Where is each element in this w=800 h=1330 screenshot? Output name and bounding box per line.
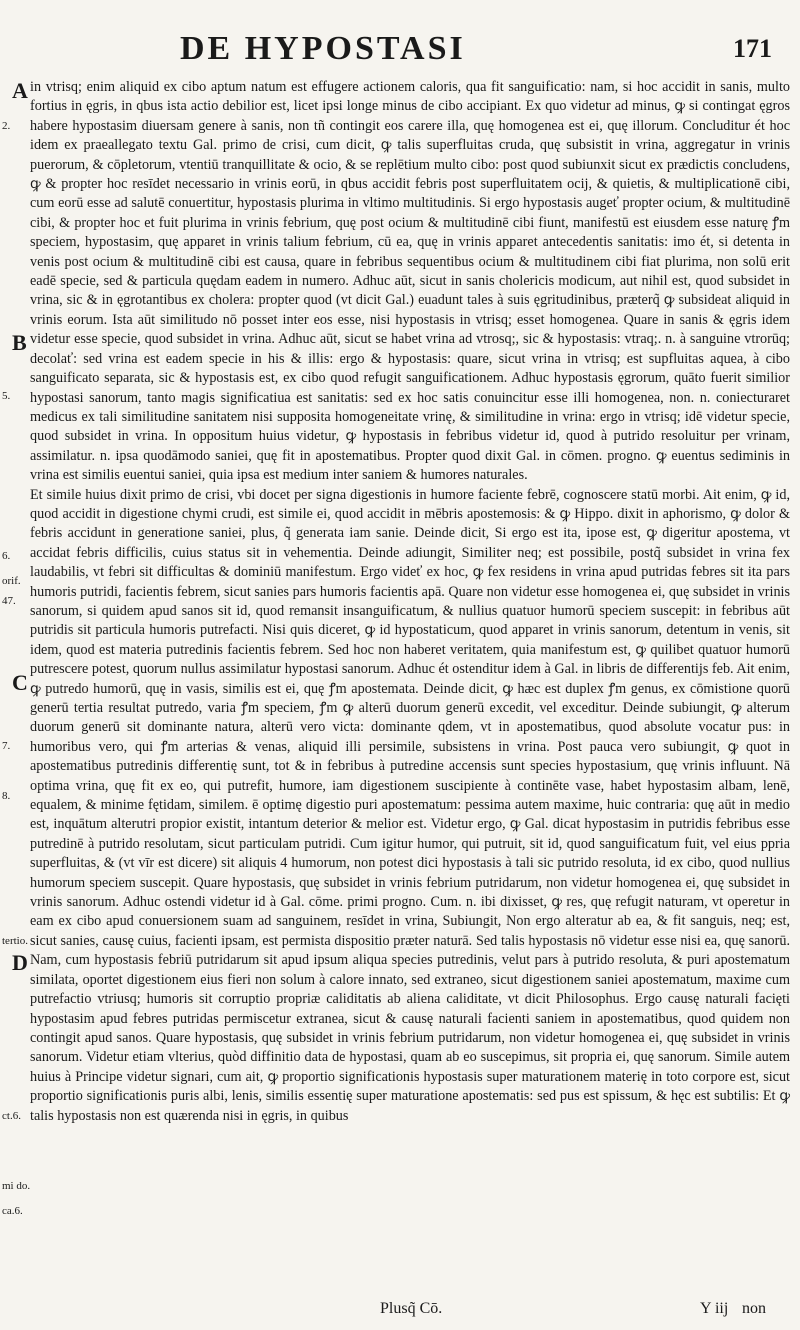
margin-note: 8.	[2, 790, 11, 802]
margin-note: ca.6.	[2, 1205, 23, 1217]
paragraph: Et simile huius dixit primo de crisi, vbi docet per signa digestionis in humore faciente febrē, cognoscere statū morbi. Ait enim, ꝙ id, quod accidit in digestione chymi crudi, est simile ei, quod accidit in mēbris apostemosis: & ꝙ Hippo. dixit in aphorismo, ꝙ dolor & febris accidunt in generatione saniei, plus, q̃ generata iam sanie. Deinde dicit, Si ergo est ita, ipose est, ꝙ digeritur apostema, vt accidat febris difficilis, cuius status sit in vehementia. Deinde adiungit, Similiter neq; est possibile, postq̃ subsidet in vrina fex laudabilis, vt febri sit difficultas & dominiū manifestum. Ergo videť ex hoc, ꝙ fex residens in vrina apud putridas febres sit ita pars humoris putridi, facientis febrem, sicut sanies pars humoris facientis apā. Quare non videtur esse homogenea ei, quę subsidet in vrinis sanorum, si quidem apud sanos sit id, quod remansit insanguificatum, & nullius quatuor humorū speciem suscepit: in febribus aūt putridis sit particula humoris putrefacti. Nisi quis diceret, ꝙ id hypostaticum, quod apparet in vrinis sanorum, detentum in venis, sit idem, quod est materia putredinis facientis febrem. Sed hoc non haberet veritatem, quia manifestum est, ꝙ quilibet quatuor humorū putrescere potest, quorum nullus assimilatur hypostasi sanorum. Adhuc ét ostenditur idem à Gal. in libris de differentijs feb. Ait enim, ꝙ putredo humorū, quę in vasis, similis est ei, quę ꝭm apostemata. Deinde dicit, ꝙ hæc est duplex ꝭm genus, ex cōmistione quorū generū tertia resultat putredo, varia ꝭm speciem, ꝭm ꝙ alterū duorum generū excedit, vel exceditur. Deinde subiungit, ꝙ alterum duorum generū sit dominante natura, alterū vero victa: dominante qdem, vt in apostematibus, quod absolute vocatur pus: in humoribus vero, qui ꝭm arterias & venas, aliquid illi persimile, subsistens in vrina. Post pauca vero subiungit, ꝙ quot in apostematibus putredinis differentię sunt, tot & in febribus à putredine accensis sunt species hypostasium, quę vrinis influunt. Nā optima vrina, quę fit ex eo, qui putrefit, humore, iam digestionem suscipiente à continēte vase, habet hypostasim albam, lenē, equalem, & minime fętidam, similem. ē optimę digestio puri apostematum: pessima autem maxime, huic contraria: quę aūt in medio est, inquātum alterutri propior existit, intantum deterior & melior est. Videtur ergo, ꝙ Gal. dicat hypostasim in putridis febribus esse putredinē à putrido resolutam, sicut particulam putridi. Cum igitur humor, qui putruit, sit id, quod sanguificatum fuit, vel eius ppria superfluitas, & (vt vīr est dicere) sit aliquis 4 humorum, non potest dici hypostasis à tali sic putrido resoluta, id ex cibo, quod nullius humorum speciem suscepit. Quare hypostasis, quę subsidet in vrinis febrium putridarum, non videtur homogenea ei, quę subsidet in vrinis sanorum. Adhuc ostendi videtur id à Gal. cōme. primi progno. Cum. n. ibi dixisset, ꝙ res, quę refugit naturam, vt operetur in eam ex cibo apud conuersionem suam ad sanguinem, resīdet in vrina, Subiungit, Non ergo alteratur ab ea, & fit sanguis, neq; est, sicut sanies, causę cuius, facienti ipsam, est permista dispositio præter naturā. Sed talis hypostasis nō videtur esse nisi ea, quę sanorū. Nam, cum hypostasis febriū putridarum sit apud ipsum aliqua species putredinis, velut pars à putrido resoluta, & puri apostematum similata, oportet digestionem eius fieri non solum à calore innato, sed extraneo, sicut digestionem saniei apostematum, maxime cum putrefactio vtriusq; humoris sit corruptio propriæ caliditatis ab aliena caliditate, vt dicit Philosophus. Ergo causę naturali facięti hypostasim apud febres putridas permiscetur extranea, sicut & causę naturali facienti saniem in apostematibus, quod quidem non contingit apud sanos. Quare hypostasis, quę subsidet in vrinis febrium putridarum, non videtur homogenea ei, quę subsidet in vrinis sanorum. Videtur etiam vlterius, quòd diffinitio data de hypostasi, quam ab eo suscepimus, sit propria ei, quę sanorum. Simile autem huius à Principe videtur signari, cum ait, ꝙ proportio significationis hypostasis super maturationem materię in toto corpore est, sicut proportio significationis puris albi, lenis, similis essentię super maturatione apostematis: sed pus est spissum, & hęc est subtilis: Et ꝙ talis hypostasis non est quærenda nisi in ęgris, in quibus	[30, 486, 790, 1124]
paragraph: in vtrisq; enim aliquid ex cibo aptum natum est effugere actionem caloris, qua fit sanguificatio: nam, si hoc accidit in sanis, multo fortius in ęgris, in qbus ista actio debilior est, licet ipsi longe minus de cibo accipiant. Ex quo videtur ad minus, ꝙ si contingat ęgros habere hypostasim diuersam genere à sanis, non tñ contingit eos carere illa, quę homogenea est ei, quę illorum. Concluditur ét hoc idem ex praeallegato textu Gal. primo de crisi, cum dicit, ꝙ talis superfluitas cruda, quę subsistit in vrina, aggregatur in vrinis puerorum, & cōpletorum, vtentiū tranquillitate & ocio, & se replētium multo cibo: post quod subiunxit sicut ex prædictis concludens, ꝙ & propter hoc resīdet necessario in vrinis eorū, in qbus accidit febris post superfluitatem ocij, & quietis, & multiplicationē cibi, cum eorū esse ad salutē conuertitur, hypostasis plurima in vltimo multitudinis. Si ergo hypostasis augeť propter ocium, & multitudinē cibi, & propter hoc et fuit plurima in vrinis febrium, quę post ocium & multitudinē cibi fiunt, manifestū est eiusdem esse naturę ꝭm speciem, hypostasim, quę apparet in vrinis talium febrium, cū ea, quę in vrinis apparet antecedentis sanitatis: imo ét, si detenta in venis post ocium & multitudinē cibi est causa, quare in febribus sequentibus ocium & multitudinem cibi fiat plurima, non solū erit eadē specie, sed & particula quędam eadem in numero. Adhuc aūt, sicut in sanis cholericis modicum, aut nihil est, quod subsidet in vrina, sic & in ęgrotantibus ex cholera: propter quod (vt dicit Gal.) euadunt tales à suis ęgritudinibus, præterq̃ ꝙ subsideat aliquid in vrinis eorum. Ista aūt similitudo nō posset inter eos esse, nisi hypostasis in vtrisq; esset homogenea. Quare in sanis & ęgris idem videtur esse specie, quod subsidet in vrina. Adhuc aūt, sicut se habet vrina ad vtrosq;, sic & hypostasis: vtraq;. n. à sanguine vtrorūq; decolať: sed vrina est eadem specie in his & illis: ergo & hypostasis: quare, sicut vrina in vtrisq; est supfluitas aquea, à cibo sanguificato separata, sic & hypostasis est, ex cibo quod refugit sanguificationem. Adhuc hypostasis ęgrorum, quāto fuerit similior hypostasi sanorum, tanto magis significatiua est sanitatis: sed ex hoc satis conuincitur esse illi homogenea, non. n. coniecturaret medicus ex tali similitudine sanitatem nisi supposita homogeneitate vrinę, & similitudine in vrina: ergo in vtrisq; idē videtur specie, quod subsidet in vrina. In oppositum huius videtur, ꝙ hypostasis in febribus videtur id, quod à putrido resoluitur per vrinam, assimilatur. n. ipsa quodāmodo saniei, quę fit in apostematibus. Propter quod dixit Gal. in cōmen. progno. ꝙ euentus sediminis in vrina est similis euentui saniei, quia ipsa est medium inter saniem & humores naturales.	[30, 79, 790, 484]
margin-note: orif.	[2, 575, 21, 587]
section-letter-a: A	[12, 78, 28, 103]
margin-note: 2.	[2, 120, 11, 132]
margin-note: ct.6.	[2, 1110, 21, 1122]
margin-note: 47.	[2, 595, 16, 607]
margin-note: 7.	[2, 740, 11, 752]
page-header	[0, 30, 800, 70]
catchword: non	[742, 1300, 766, 1317]
page-footer	[0, 1300, 800, 1326]
margin-note: mi do.	[2, 1180, 31, 1192]
margin-note: tertio.	[2, 935, 28, 947]
footer-catchline: Plusq̃ Cō.	[380, 1300, 443, 1317]
main-text	[30, 78, 790, 1126]
section-letter-c: C	[12, 670, 28, 695]
margin-note: 6.	[2, 550, 11, 562]
signature-mark: Y iij	[700, 1300, 729, 1317]
page-number: 171	[733, 34, 772, 63]
section-letter-d: D	[12, 950, 28, 975]
running-title: DE HYPOSTASI	[180, 30, 466, 67]
section-letter-b: B	[12, 330, 27, 355]
margin-note: 5.	[2, 390, 11, 402]
